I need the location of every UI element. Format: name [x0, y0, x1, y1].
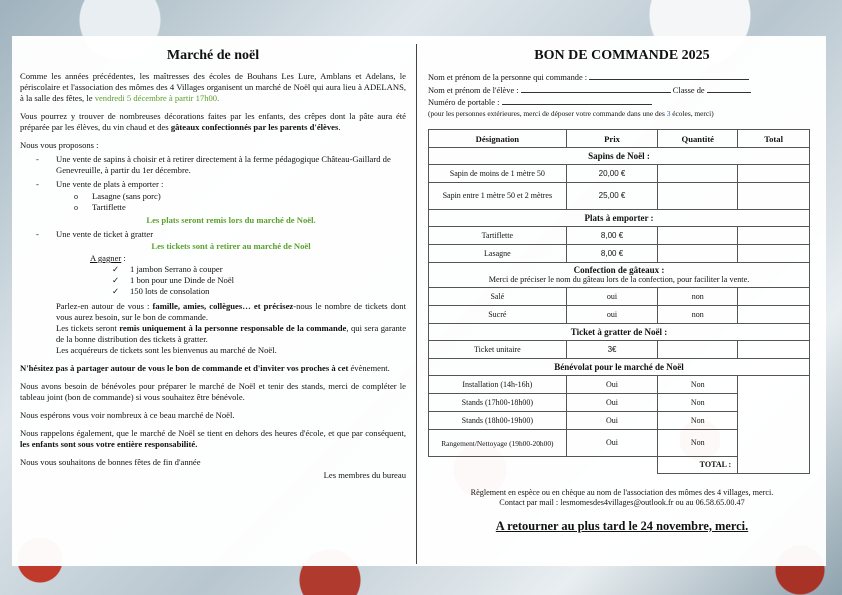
ticket-details [20, 301, 406, 356]
item-name: Ticket unitaire [429, 341, 567, 359]
parlez-end: -nous le nombre de tickets dont vous aurez besoin, sur le bon de commande. [56, 301, 406, 322]
list-item [20, 286, 406, 297]
total-cell[interactable] [738, 341, 810, 359]
decor-text: Vous pourrez y trouver de nombreuses décorations faites par les enfants, des crêpes dont la pâte aura été préparée par les élèves, du vin chaud et des [20, 111, 406, 132]
remis-text: Les tickets seront [56, 323, 120, 333]
plats-note: Les plats seront remis lors du marché de Noël. [146, 215, 316, 225]
non-option[interactable]: non [658, 306, 738, 324]
order-note [428, 109, 816, 120]
checkmark-icon: ✓ [112, 275, 120, 285]
list-item [20, 275, 406, 286]
remis-paragraph [56, 323, 406, 345]
section-ticket: Ticket à gratter de Noël : [429, 324, 810, 341]
signature: Les membres du bureau [323, 470, 406, 480]
list-item: o Tartiflette [74, 202, 126, 212]
school-count: 3 [666, 108, 671, 118]
share-paragraph [20, 363, 406, 374]
table-row [429, 288, 810, 306]
item-price: 8,00 € [566, 227, 658, 245]
intro-text: Comme les années précédentes, les maîtresses des écoles de Bouhans Les Lure, Amblans et Adelans, le périscolaire et l'association des mômes des 4 Villages organisent un marché de Noël qui aura lieu à ADELANS, à la salle des fêtes, le [20, 71, 406, 103]
item-name: Stands (18h00-19h00) [429, 412, 567, 430]
oui-option[interactable]: Oui [566, 412, 658, 430]
plat-lasagne: Lasagne (sans porc) [92, 191, 161, 201]
offers-list [20, 154, 406, 252]
section-benevolat: Bénévolat pour le marché de Noël [429, 359, 810, 376]
offer-sapins: Une vente de sapins à choisir et à retirer directement à la ferme pédagogique Château-Gaillard de Genevreuille, à partir du 1er décembre. [56, 154, 391, 175]
remis-bold: remis uniquement à la personne responsable de la commande [119, 323, 347, 333]
non-option[interactable]: Non [658, 376, 738, 394]
order-note-text: (pour les personnes extérieures, merci de déposer votre commande dans une des [428, 108, 667, 118]
parlez-paragraph [56, 301, 406, 323]
propose-heading: Nous vous proposons : [20, 140, 99, 150]
col-quantite: Quantité [658, 130, 738, 148]
flyer-sheet [12, 36, 826, 566]
table-row [429, 376, 810, 394]
phone-label: Numéro de portable : [428, 98, 502, 107]
list-item: - Une vente de plats à emporter : o Lasagne (sans porc) o Tartiflette Les plats seront remis lors du marché de Noël. [20, 179, 406, 226]
event-date: vendredi 5 décembre à partir 17h00. [94, 93, 220, 103]
ticket-note: Les tickets sont à retirer au marché de Noël [151, 241, 311, 251]
col-prix: Prix [566, 130, 658, 148]
non-option[interactable]: Non [658, 394, 738, 412]
acquereurs-paragraph: Les acquéreurs de tickets sont les bienvenus au marché de Noël. [56, 345, 277, 355]
list-item: - Une vente de sapins à choisir et à retirer directement à la ferme pédagogique Château-Gaillard de Genevreuille, à partir du 1er décembre. [36, 154, 391, 175]
table-row [429, 245, 810, 263]
remis-end: , qui sera garante de la bonne distribution des tickets à gratter. [56, 323, 407, 344]
prize-text: 1 bon pour une Dinde de Noël [130, 275, 235, 285]
offer-plats: Une vente de plats à emporter : [56, 179, 164, 189]
share-bold: N'hésitez pas à partager autour de vous le bon de commande et d'inviter vos proches à cet [20, 363, 349, 373]
oui-option[interactable]: Oui [566, 394, 658, 412]
parlez-bold: famille, amies, collègues… et précisez [152, 301, 294, 311]
student-name-line[interactable] [521, 84, 671, 93]
plats-sublist [56, 191, 406, 213]
item-price: 8,00 € [566, 245, 658, 263]
responsibility-text: Nous rappelons également, que le marché de Noël se tient en dehors des heures d'école, et que par conséquent, [20, 428, 406, 438]
table-row [429, 306, 810, 324]
prizes-heading [20, 253, 406, 264]
benevolat-blank [738, 376, 810, 474]
oui-option[interactable]: oui [566, 306, 658, 324]
table-row [429, 341, 810, 359]
buyer-name-line[interactable] [589, 71, 749, 80]
list-item: - Une vente de ticket à gratter Les tickets sont à retirer au marché de Noël [20, 229, 406, 252]
total-cell [738, 306, 810, 324]
total-cell[interactable] [738, 245, 810, 263]
total-empty [429, 457, 567, 474]
student-name-label: Nom et prénom de l'élève : [428, 85, 521, 95]
table-row [429, 227, 810, 245]
order-form-column [428, 44, 816, 532]
item-name: Installation (14h-16h) [429, 376, 567, 394]
table-header-row [429, 130, 810, 148]
quantity-cell[interactable] [658, 245, 738, 263]
decor-paragraph [20, 111, 406, 133]
section-row [429, 148, 810, 165]
oui-option[interactable]: Oui [566, 430, 658, 457]
col-designation: Désignation [429, 130, 567, 148]
section-sapins: Sapins de Noël : [429, 148, 810, 165]
prizes-list [20, 264, 406, 297]
order-form-title: BON DE COMMANDE 2025 [534, 48, 710, 63]
non-option[interactable]: non [658, 288, 738, 306]
quantity-cell[interactable] [658, 165, 738, 183]
checkmark-icon: ✓ [112, 264, 120, 274]
deadline-text: A retourner au plus tard le 24 novembre, merci. [495, 518, 749, 533]
section-gateaux [429, 263, 810, 288]
announcement-column [20, 44, 406, 481]
total-cell[interactable] [738, 165, 810, 183]
table-row [429, 183, 810, 210]
offer-ticket: Une vente de ticket à gratter [56, 229, 154, 239]
contact-text: Contact par mail : lesmomesdes4villages@outlook.fr ou au 06.58.65.00.47 [499, 498, 745, 507]
table-row [429, 165, 810, 183]
class-label: Classe de [670, 85, 707, 95]
oui-option[interactable]: Oui [566, 376, 658, 394]
parlez-text: Parlez-en autour de vous : [56, 301, 153, 311]
share-end: évènement. [348, 363, 390, 373]
section-gateaux-note: Merci de préciser le nom du gâteau lors de la confection, pour faciliter la vente. [488, 275, 750, 284]
prize-text: 150 lots de consolation [130, 286, 210, 296]
item-name: Tartiflette [429, 227, 567, 245]
section-gateaux-title: Confection de gâteaux : [573, 265, 665, 275]
order-form-fields [428, 71, 816, 119]
item-name: Lasagne [429, 245, 567, 263]
quantity-cell[interactable] [658, 183, 738, 210]
responsibility-bold: les enfants sont sous votre entière responsabilité. [20, 439, 198, 449]
item-name: Rangement/Nettoyage (19h00-20h00) [429, 430, 567, 457]
total-cell [738, 288, 810, 306]
item-price: 3€ [566, 341, 658, 359]
page-title: Marché de noël [166, 48, 260, 63]
quantity-cell[interactable] [658, 227, 738, 245]
oui-option[interactable]: oui [566, 288, 658, 306]
item-name: Sucré [429, 306, 567, 324]
non-option[interactable]: Non [658, 430, 738, 457]
order-table [428, 129, 810, 474]
section-row [429, 359, 810, 376]
order-note-end: écoles, merci) [670, 108, 714, 118]
hope-paragraph: Nous espérons vous voir nombreux à ce beau marché de Noël. [20, 410, 235, 420]
col-total: Total [738, 130, 810, 148]
total-cell[interactable] [738, 183, 810, 210]
student-name-field[interactable] [428, 84, 816, 97]
wishes-paragraph: Nous vous souhaitons de bonnes fêtes de fin d'année [20, 457, 201, 467]
volunteers-paragraph: Nous avons besoin de bénévoles pour préparer le marché de Noël et tenir des stands, merci de compléter le tableau joint (bon de commande) si vous souhaitez être bénévole. [20, 381, 406, 402]
class-line[interactable] [707, 84, 751, 93]
section-row [429, 324, 810, 341]
list-item [20, 264, 406, 275]
item-name: Sapin entre 1 mètre 50 et 2 mètres [429, 183, 567, 210]
item-name: Stands (17h00-18h00) [429, 394, 567, 412]
prize-text: 1 jambon Serrano à couper [130, 264, 223, 274]
gagner-label: A gagner [90, 253, 122, 263]
total-label: TOTAL : [658, 457, 738, 474]
item-price: 20,00 € [566, 165, 658, 183]
item-price: 25,00 € [566, 183, 658, 210]
quantity-cell[interactable] [658, 341, 738, 359]
phone-line[interactable] [502, 96, 652, 105]
item-name: Salé [429, 288, 567, 306]
total-cell[interactable] [738, 227, 810, 245]
buyer-name-field[interactable] [428, 71, 816, 84]
total-empty [566, 457, 658, 474]
checkmark-icon: ✓ [112, 286, 120, 296]
section-plats: Plats à emporter : [429, 210, 810, 227]
intro-paragraph [20, 71, 406, 104]
list-item: o Lasagne (sans porc) [74, 191, 161, 201]
section-row [429, 210, 810, 227]
payment-info [428, 488, 816, 509]
decor-bold: gâteaux confectionnés par les parents d'élèves [170, 122, 339, 132]
non-option[interactable]: Non [658, 412, 738, 430]
payment-text: Règlement en espèce ou en chèque au nom de l'association des mômes des 4 villages, merci. [470, 487, 774, 497]
plat-tartiflette: Tartiflette [92, 202, 126, 212]
decor-end: . [338, 122, 341, 132]
column-divider [416, 44, 417, 564]
responsibility-paragraph [20, 428, 406, 450]
section-row [429, 263, 810, 288]
phone-field[interactable] [428, 96, 816, 109]
buyer-name-label: Nom et prénom de la personne qui commande : [428, 73, 590, 82]
item-name: Sapin de moins de 1 mètre 50 [429, 165, 567, 183]
gagner-colon: : [121, 253, 126, 263]
